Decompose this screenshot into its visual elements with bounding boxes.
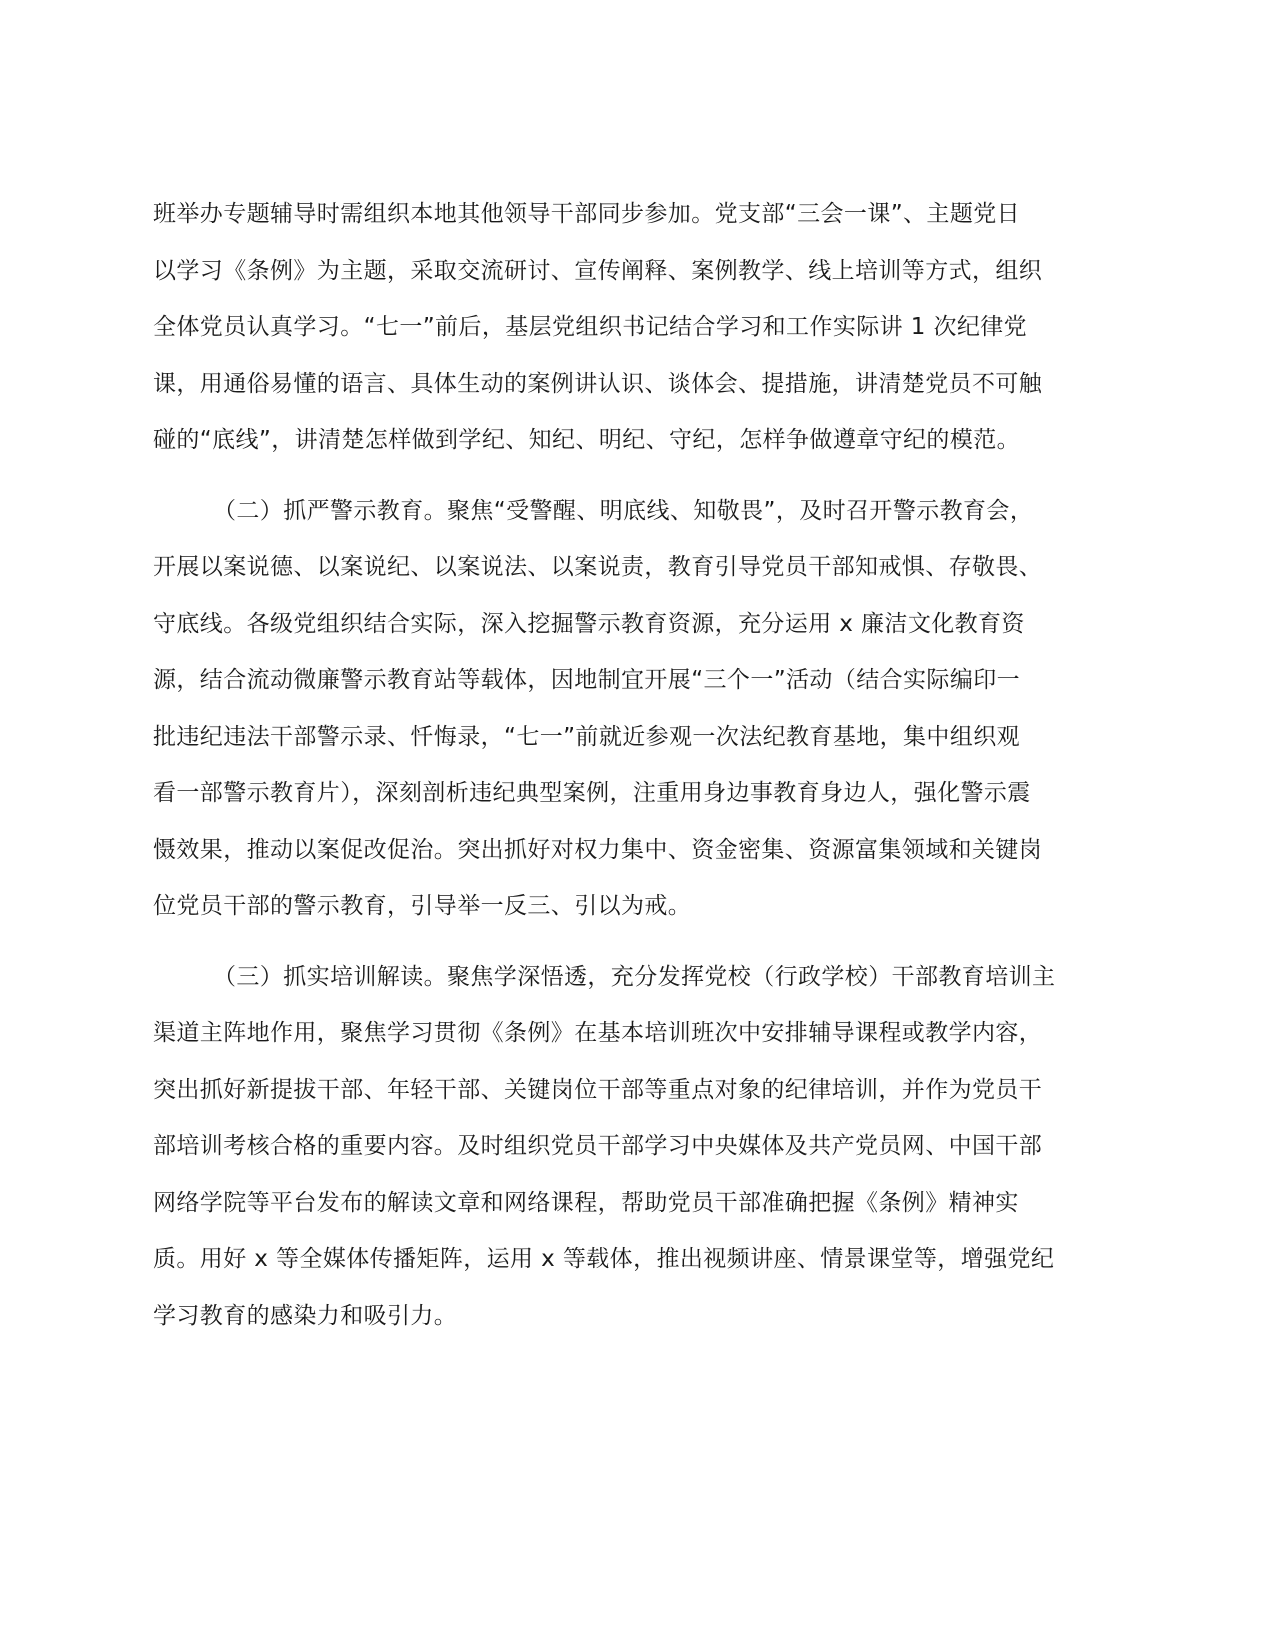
document-body: [153, 186, 1108, 1344]
text-line: 开展以案说德、以案说纪、以案说法、以案说责，教育引导党员干部知戒惧、存敬畏、: [153, 554, 1043, 580]
text-line: 看一部警示教育片），深刻剖析违纪典型案例，注重用身边事教育身边人，强化警示震: [153, 780, 1031, 806]
text-line: 质。用好 x 等全媒体传播矩阵，运用 x 等载体，推出视频讲座、情景课堂等，增强党纪: [153, 1246, 1055, 1272]
text-line: 班举办专题辅导时需组织本地其他领导干部同步参加。党支部“三会一课”、主题党日: [153, 201, 1021, 227]
paragraph-spacer: [153, 935, 1108, 949]
text-line: 学习教育的感染力和吸引力。: [153, 1302, 458, 1329]
text-line: 源，结合流动微廉警示教育站等载体，因地制宜开展“三个一”活动（结合实际编印一: [153, 667, 1021, 693]
paragraph: [153, 483, 1108, 935]
text-line: 以学习《条例》为主题，采取交流研讨、宣传阐释、案例教学、线上培训等方式，组织: [153, 257, 1043, 284]
text-line: 部培训考核合格的重要内容。及时组织党员干部学习中央媒体及共产党员网、中国干部: [153, 1133, 1043, 1159]
text-line: （三）抓实培训解读。聚焦学深悟透，充分发挥党校（行政学校）干部教育培训主: [213, 963, 1056, 990]
text-line: 课，用通俗易懂的语言、具体生动的案例讲认识、谈体会、提措施，讲清楚党员不可触: [153, 370, 1043, 397]
text-line: 网络学院等平台发布的解读文章和网络课程，帮助党员干部准确把握《条例》精神实: [153, 1189, 1019, 1216]
text-line: 批违纪违法干部警示录、忏悔录，“七一”前就近参观一次法纪教育基地，集中组织观: [153, 723, 1021, 750]
text-line: 突出抓好新提拔干部、年轻干部、关键岗位干部等重点对象的纪律培训，并作为党员干: [153, 1076, 1043, 1103]
paragraph: [153, 186, 1108, 469]
paragraph: [153, 949, 1108, 1345]
text-line: 全体党员认真学习。“七一”前后，基层党组织书记结合学习和工作实际讲 1 次纪律党: [153, 314, 1028, 340]
text-line: 渠道主阵地作用，聚焦学习贯彻《条例》在基本培训班次中安排辅导课程或教学内容，: [153, 1020, 1043, 1046]
text-line: 慑效果，推动以案促改促治。突出抓好对权力集中、资金密集、资源富集领域和关键岗: [153, 836, 1043, 863]
text-line: 碰的“底线”，讲清楚怎样做到学纪、知纪、明纪、守纪，怎样争做遵章守纪的模范。: [153, 427, 1021, 453]
text-line: （二）抓严警示教育。聚焦“受警醒、明底线、知敬畏”，及时召开警示教育会，: [213, 497, 1034, 524]
text-line: 守底线。各级党组织结合实际，深入挖掘警示教育资源，充分运用 x 廉洁文化教育资: [153, 610, 1025, 637]
text-line: 位党员干部的警示教育，引导举一反三、引以为戒。: [153, 893, 692, 919]
paragraph-spacer: [153, 469, 1108, 483]
